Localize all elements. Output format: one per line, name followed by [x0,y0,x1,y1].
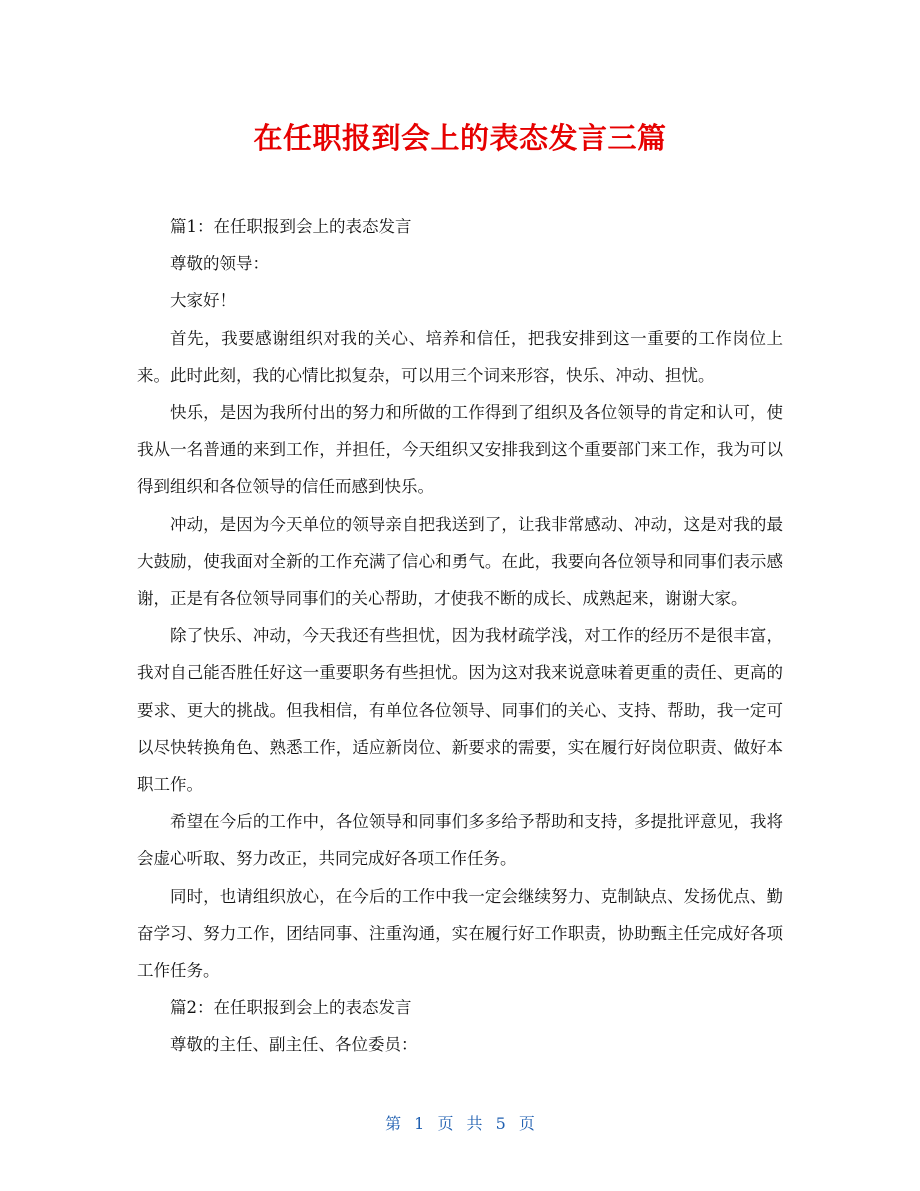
paragraph-hope: 希望在今后的工作中，各位领导和同事们多多给予帮助和支持，多提批评意见，我将会虚心听取、努力改正，共同完成好各项工作任务。 [137,812,783,869]
paragraph-section-2-heading: 篇2：在任职报到会上的表态发言 [170,998,412,1018]
paragraph-worry: 除了快乐、冲动，今天我还有些担忧，因为我材疏学浅，对工作的经历不是很丰富，我对自己能否胜任好这一重要职务有些担忧。因为这对我来说意味着更重的责任、更高的要求、更大的挑战。但我相信，有单位各位领导、同事们的关心、支持、帮助，我一定可以尽快转换角色、熟悉工作，适应新岗位、新要求的需要，实在履行好岗位职责、做好本职工作。 [137,626,783,795]
paragraph-greeting: 大家好！ [170,291,236,311]
paragraph-thanks: 首先，我要感谢组织对我的关心、培养和信任，把我安排到这一重要的工作岗位上来。此时此刻，我的心情比拟复杂，可以用三个词来形容，快乐、冲动、担忧。 [137,328,783,385]
document-body [137,208,783,1064]
paragraph-salutation: 尊敬的领导： [170,254,269,274]
document-title: 在任职报到会上的表态发言三篇 [253,121,667,155]
paragraph-excitement: 冲动，是因为今天单位的领导亲自把我送到了，让我非常感动、冲动，这是对我的最大鼓励，使我面对全新的工作充满了信心和勇气。在此，我要向各位领导和同事们表示感谢，正是有各位领导同事们的关心帮助，才使我不断的成长、成熟起来，谢谢大家。 [137,514,783,609]
paragraph-happiness: 快乐，是因为我所付出的努力和所做的工作得到了组织及各位领导的肯定和认可，使我从一名普通的来到工作，并担任，今天组织又安排我到这个重要部门来工作，我为可以得到组织和各位领导的信任而感到快乐。 [137,403,783,497]
paragraph-section-2-salutation: 尊敬的主任、副主任、各位委员： [170,1035,418,1055]
paragraph-section-1-heading: 篇1：在任职报到会上的表态发言 [170,217,412,236]
page-number-footer: 第 1 页 共 5 页 [385,1114,535,1133]
paragraph-commitment: 同时，也请组织放心，在今后的工作中我一定会继续努力、克制缺点、发扬优点、勤奋学习、努力工作，团结同事、注重沟通，实在履行好工作职责，协助甄主任完成好各项工作任务。 [137,886,783,981]
